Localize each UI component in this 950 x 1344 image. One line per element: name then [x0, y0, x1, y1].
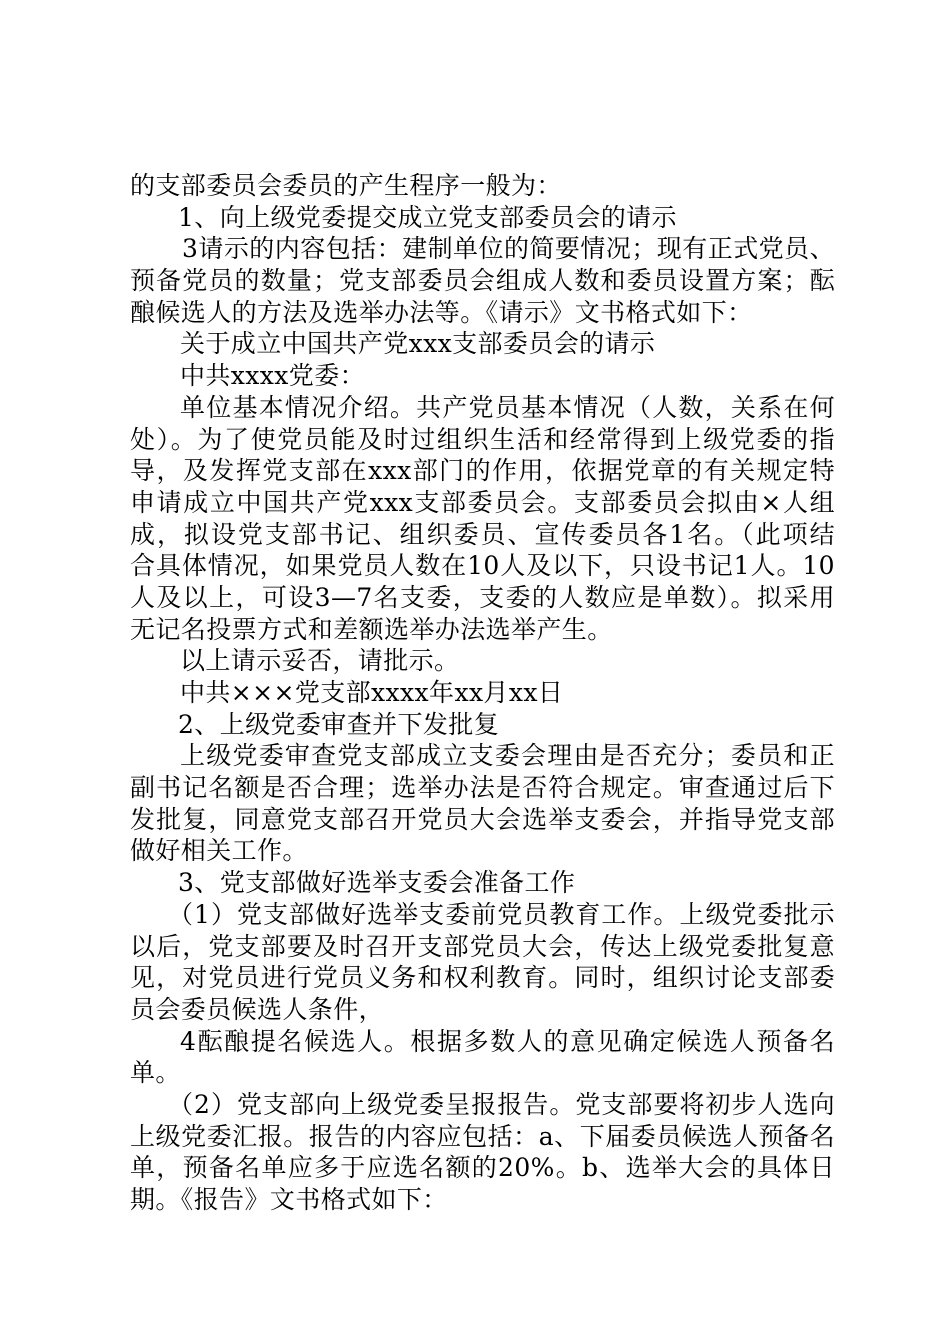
text-line: 发批复，同意党支部召开党员大会选举支委会，并指导党支部: [130, 804, 835, 834]
text-line: 副书记名额是否合理；选举办法是否符合规定。审查通过后下: [130, 773, 835, 803]
text-line: 1、向上级党委提交成立党支部委员会的请示: [178, 202, 677, 232]
text-line: 以上请示妥否，请批示。: [180, 646, 460, 676]
text-line: 申请成立中国共产党xxx支部委员会。支部委员会拟由×人组: [130, 487, 835, 517]
text-line: 中共xxxx党委：: [180, 361, 365, 391]
text-line: 导，及发挥党支部在xxx部门的作用，依据党章的有关规定特: [130, 456, 835, 486]
text-line: （2）党支部向上级党委呈报报告。党支部要将初步人选向: [168, 1089, 835, 1119]
text-line: （1）党支部做好选举支委前党员教育工作。上级党委批示: [168, 899, 835, 929]
text-line: 合具体情况，如果党员人数在10人及以下，只设书记1人。10: [130, 551, 835, 581]
text-line: 员会委员候选人条件，: [130, 994, 385, 1024]
text-line: 的支部委员会委员的产生程序一般为：: [130, 171, 562, 200]
text-line: 3请示的内容包括：建制单位的简要情况；现有正式党员、: [182, 234, 835, 264]
document-body: [130, 170, 835, 1216]
text-line: 单，预备名单应多于应选名额的20%。b、选举大会的具体日: [130, 1153, 835, 1183]
text-line: 关于成立中国共产党xxx支部委员会的请示: [180, 329, 656, 359]
text-line: 酿候选人的方法及选举办法等。《请示》文书格式如下：: [130, 297, 753, 327]
text-line: 单位基本情况介绍。共产党员基本情况（人数，关系在何: [180, 392, 835, 422]
text-line: 2、上级党委审查并下发批复: [178, 709, 500, 739]
text-line: 人及以上，可设3—7名支委，支委的人数应是单数）。拟采用: [130, 582, 835, 612]
text-line: 中共×××党支部xxxx年xx月xx日: [180, 678, 564, 707]
text-line: 做好相关工作。: [130, 836, 308, 866]
text-line: 以后，党支部要及时召开支部党员大会，传达上级党委批复意: [130, 931, 835, 961]
text-line: 期。《报告》文书格式如下：: [130, 1185, 448, 1214]
text-line: 4酝酿提名候选人。根据多数人的意见确定候选人预备名: [180, 1026, 835, 1056]
text-line: 3、党支部做好选举支委会准备工作: [178, 868, 576, 898]
text-line: 成，拟设党支部书记、组织委员、宣传委员各1名。（此项结: [130, 519, 835, 549]
text-line: 见，对党员进行党员义务和权利教育。同时，组织讨论支部委: [130, 963, 835, 993]
text-line: 上级党委汇报。报告的内容应包括：a、下届委员候选人预备名: [130, 1121, 835, 1151]
text-line: 无记名投票方式和差额选举办法选举产生。: [130, 614, 613, 644]
text-line: 预备党员的数量；党支部委员会组成人数和委员设置方案；酝: [130, 266, 835, 296]
text-line: 单。: [130, 1058, 181, 1088]
text-line: 处）。为了使党员能及时过组织生活和经常得到上级党委的指: [130, 424, 835, 454]
text-line: 上级党委审查党支部成立支委会理由是否充分；委员和正: [180, 741, 835, 771]
